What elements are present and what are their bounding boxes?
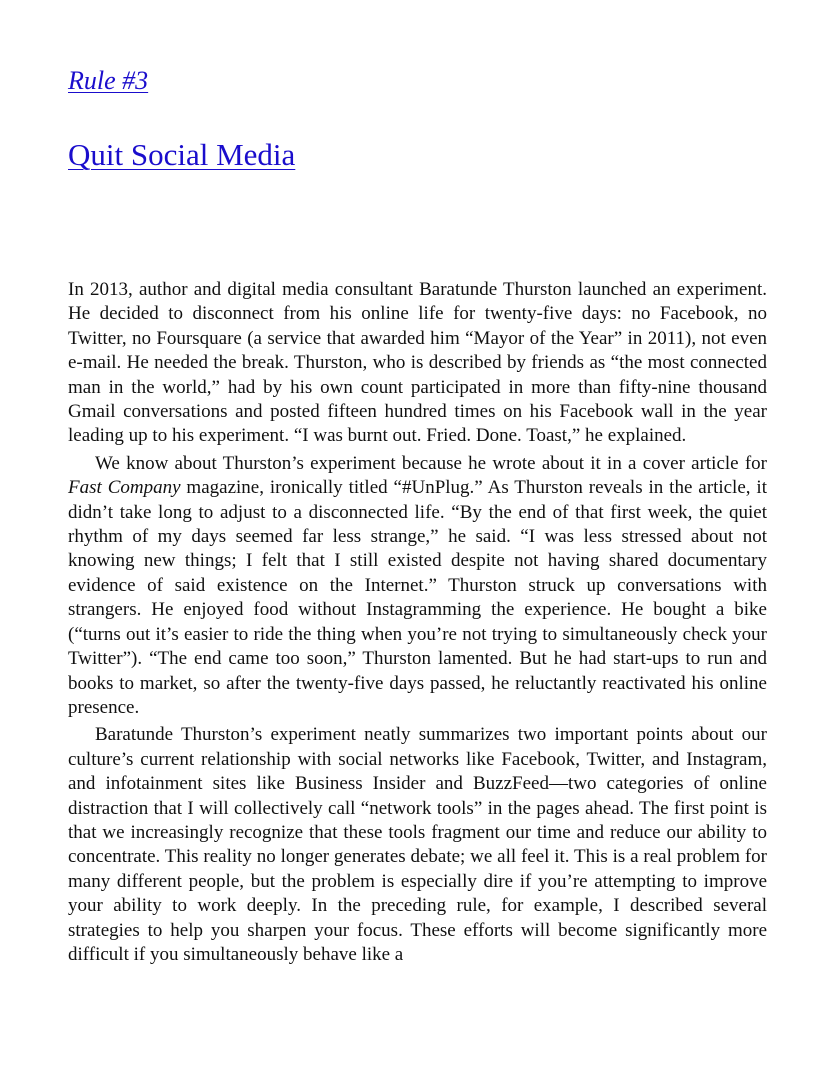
paragraph-1: In 2013, author and digital media consultant Baratunde Thurston launched an experiment. He decided to disconnect from his online life for twenty-five days: no Facebook, no Twitter, no Foursquare (a service that awarded him “Mayor of the Year” in 2011), not even e-mail. He needed the break. Thurston, who is described by friends as “the most connected man in the world,” had by his own count participated in more than fifty-nine thousand Gmail conversations and posted fifteen hundred times on his Facebook wall in the year leading up to his experiment. “I was burnt out. Fried. Done. Toast,” he explained. bbox=[68, 279, 767, 447]
paragraph-2-text-b: magazine, ironically titled “#UnPlug.” As Thurston reveals in the article, it didn’t take long to adjust to a disconnected life. “By the end of that first week, the quiet rhythm of my days seemed far less strange,” he said. “I was less stressed about not knowing new things; I felt that I still existed despite not having shared documentary evidence of said existence on the Internet.” Thurston struck up conversations with strangers. He enjoyed food without Instagramming the experience. He bought a bike (“turns out it’s easier to ride the thing when you’re not trying to simultaneously check your Twitter”). “The end came too soon,” Thurston lamented. But he had start-ups to run and books to market, so after the twenty-five days passed, he reluctantly reactivated his online presence. bbox=[68, 477, 767, 718]
paragraph-3: Baratunde Thurston’s experiment neatly summarizes two important points about our culture’s current relationship with social networks like Facebook, Twitter, and Instagram, and infotainment sites like Business Insider and BuzzFeed—two categories of online distraction that I will collectively call “network tools” in the pages ahead. The first point is that we increasingly recognize that these tools fragment our time and reduce our ability to concentrate. This reality no longer generates debate; we all feel it. This is a real problem for many different people, but the problem is especially dire if you’re attempting to improve your ability to work deeply. In the preceding rule, for example, I described several strategies to help you sharpen your focus. These efforts will become significantly more difficult if you simultaneously behave like a bbox=[68, 724, 767, 965]
rule-number-link[interactable]: Rule #3 bbox=[68, 66, 149, 95]
paragraph-2-text-a: We know about Thurston’s experiment because he wrote about it in a cover article for bbox=[95, 452, 767, 474]
paragraph-2 bbox=[68, 452, 767, 720]
chapter-body bbox=[68, 278, 767, 970]
chapter-title-link[interactable]: Quit Social Media bbox=[68, 137, 296, 172]
magazine-title: Fast Company bbox=[68, 477, 181, 499]
